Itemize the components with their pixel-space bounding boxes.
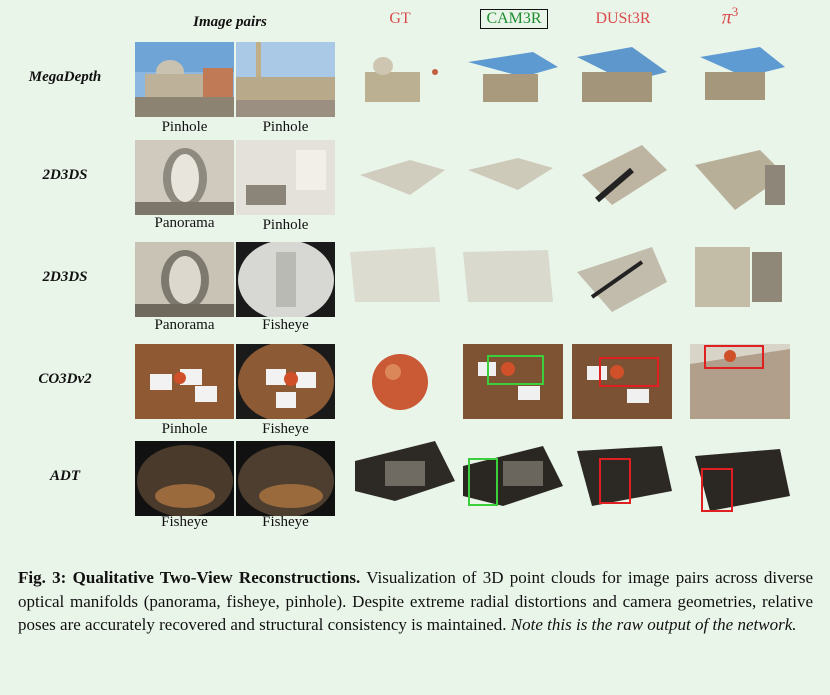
fisheye-room-photo <box>236 441 335 516</box>
panorama-photo <box>135 242 234 317</box>
left-image <box>135 242 234 317</box>
row-label: 2D3DS <box>42 269 88 285</box>
gt-reconstruction <box>355 42 455 117</box>
left-caption: Pinhole <box>161 119 208 135</box>
dust3r-reconstruction <box>572 441 672 516</box>
figure-title: Qualitative Two-View Reconstructions. <box>72 568 361 587</box>
header-pi3 <box>700 4 760 30</box>
gt-reconstruction <box>355 441 455 516</box>
cam3r-reconstruction <box>463 140 563 215</box>
right-caption: Fisheye <box>262 317 309 333</box>
header-cam3r: CAM3R <box>480 9 548 29</box>
row-2d3ds-pinhole <box>0 140 830 240</box>
basilica-photo <box>135 42 234 117</box>
left-image <box>135 42 234 117</box>
pi3-reconstruction <box>690 140 790 215</box>
header-image-pairs: Image pairs <box>193 14 267 30</box>
fisheye-photo <box>236 242 335 317</box>
cam3r-reconstruction <box>463 441 563 516</box>
left-image <box>135 344 234 419</box>
header-gt: GT <box>389 10 411 27</box>
header-pi3-exponent: 3 <box>731 4 739 19</box>
row-co3dv2 <box>0 344 830 444</box>
dust3r-reconstruction <box>572 242 672 317</box>
fisheye-table-photo <box>236 344 335 419</box>
caption-note: Note this is the raw output of the network. <box>510 615 797 634</box>
left-caption: Panorama <box>154 215 215 231</box>
row-2d3ds-fisheye <box>0 242 830 342</box>
row-label: ADT <box>50 468 80 484</box>
right-image <box>236 242 335 317</box>
header-dust3r: DUSt3R <box>595 10 651 27</box>
cam3r-reconstruction <box>463 42 563 117</box>
row-label: CO3Dv2 <box>38 371 92 387</box>
pi3-reconstruction <box>690 441 790 516</box>
row-megadepth <box>0 42 830 142</box>
panorama-photo <box>135 140 234 215</box>
left-image <box>135 140 234 215</box>
pi3-reconstruction <box>690 42 790 117</box>
right-caption: Fisheye <box>262 421 309 437</box>
office-photo <box>236 140 335 215</box>
dust3r-reconstruction <box>572 140 672 215</box>
left-caption: Pinhole <box>161 421 208 437</box>
figure-label: Fig. 3: <box>18 568 67 587</box>
dust3r-reconstruction <box>572 344 672 419</box>
right-caption: Pinhole <box>262 217 309 233</box>
fisheye-room-photo <box>135 441 234 516</box>
pi3-reconstruction <box>690 242 790 317</box>
figure-caption <box>18 566 813 637</box>
pi3-reconstruction <box>690 344 790 419</box>
right-image <box>236 140 335 215</box>
cam3r-reconstruction <box>463 344 563 419</box>
gt-reconstruction <box>345 242 445 317</box>
header-pi3-base: π <box>721 6 732 29</box>
row-adt <box>0 441 830 541</box>
right-caption: Fisheye <box>262 514 309 530</box>
right-image <box>236 441 335 516</box>
left-image <box>135 441 234 516</box>
square-photo <box>236 42 335 117</box>
right-caption: Pinhole <box>262 119 309 135</box>
dust3r-reconstruction <box>572 42 672 117</box>
gt-reconstruction <box>355 344 455 419</box>
row-label: MegaDepth <box>28 69 102 85</box>
caption-body: Visualization of 3D point clouds for image pairs across diverse optical manifolds (panorama, fisheye, pinhole). Despite extreme radial distortions and camera geometries, relative poses are accurately recovered and structural consistency is maintained. <box>18 568 814 634</box>
right-image <box>236 344 335 419</box>
row-label: 2D3DS <box>42 167 88 183</box>
right-image <box>236 42 335 117</box>
left-caption: Panorama <box>154 317 215 333</box>
table-photo <box>135 344 234 419</box>
gt-reconstruction <box>355 140 455 215</box>
cam3r-reconstruction <box>458 242 558 317</box>
left-caption: Fisheye <box>161 514 208 530</box>
